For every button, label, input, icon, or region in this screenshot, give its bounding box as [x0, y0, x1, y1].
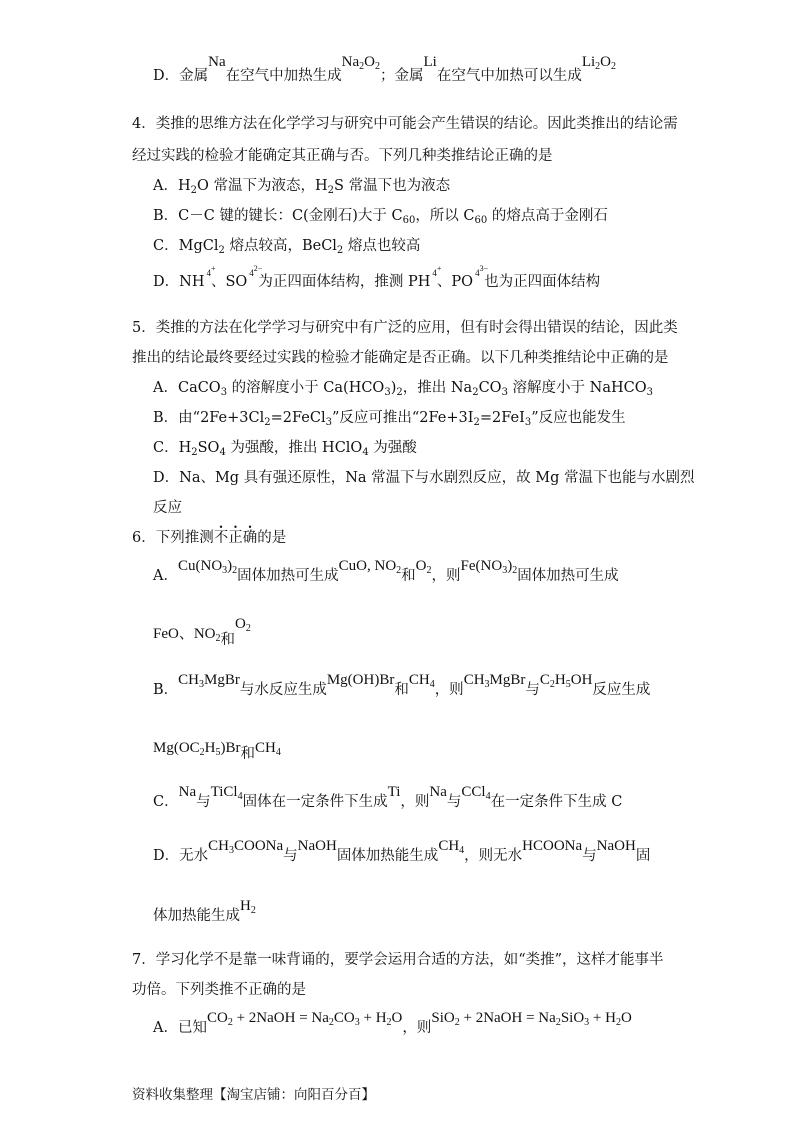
question-4-line1: 4．类推的思维方法在化学学习与研究中可能会产生错误的结论。因此类推出的结论需: [132, 116, 678, 132]
option-4B: B．C－C 键的键长：C(金刚石)大于 $C_{60}$，所以 $C_{60}$ 的熔点高于金刚石: [153, 208, 608, 226]
option-6A-line2: FeO、$NO_2$和$O_2$: [153, 616, 251, 648]
option-6D-line2: 体加热能生成$H_2$: [153, 898, 256, 924]
option-5B: B．由“$2Fe+3Cl_2=2FeCl_3$”反应可推出“$2Fe+3I_2=2FeI_3$”反应也能发生: [153, 410, 626, 428]
option-6B-line1: B．$CH_3MgBr$与水反应生成Mg(OH)Br和$CH_4$，则$CH_3MgBr$与$C_2H_5OH$反应生成: [153, 672, 651, 698]
option-4C: C．MgCl$_2$ 熔点较高，BeCl$_2$ 熔点也较高: [153, 238, 421, 256]
question-5-line1: 5．类推的方法在化学学习与研究中有广泛的应用，但有时会得出错误的结论，因此类: [132, 320, 678, 336]
option-4A: A．$H_2O$ 常温下为液态，$H_2S$ 常温下也为液态: [153, 178, 451, 196]
option-6A-line1: A．$Cu(NO_3)_2$固体加热可生成CuO, $NO_2$和$O_2$，则$Fe(NO_3)_2$固体加热可生成: [153, 558, 619, 584]
question-5-line2: 推出的结论最终要经过实践的检验才能确定是否正确。以下几种类推结论中正确的是: [132, 350, 669, 366]
question-4-line2: 经过实践的检验才能确定其正确与否。下列几种类推结论正确的是: [132, 148, 553, 164]
option-7A: A．已知$CO_2$ + 2NaOH = $Na_2CO_3 + H_2O$，则SiO$_2$ + 2NaOH = $Na_2SiO_3 + H_2O$: [153, 1010, 632, 1036]
option-5D-line2: 反应: [153, 500, 182, 516]
option-6D-line1: D．无水$CH_3COONa$与NaOH固体加热能生成$CH_4$，则无水HCOONa与NaOH固: [153, 838, 651, 864]
option-5C: C．$H_2SO_4$ 为强酸，推出 HClO$_4$ 为强酸: [153, 440, 417, 458]
option-6C: C．Na与TiCl$_4$固体在一定条件下生成Ti，则Na与CCl$_4$在一定条件下生成 C: [153, 784, 623, 810]
option-6B-line2: $Mg(OC_2H_5)Br$和$CH_4$: [153, 740, 281, 762]
option-3D: D．金属Na在空气中加热生成$Na_2O_2$；金属Li在空气中加热可以生成$Li_2O_2$: [153, 54, 617, 84]
option-4D: D．NH + $^4$、SO 2− $^4$ 为正四面体结构，推测 PH + $^4$、PO 3− $^4$ 也为正四面体结构: [153, 264, 601, 290]
question-6: 6．下列推测不正确的是: [132, 530, 287, 546]
question-7-line2: 功倍。下列类推不正确的是: [132, 982, 306, 998]
option-5D-line1: D．Na、Mg 具有强还原性，Na 常温下与水剧烈反应，故 Mg 常温下也能与水剧烈: [153, 470, 695, 486]
question-7-line1: 7．学习化学不是靠一味背诵的，要学会运用合适的方法，如“类推”，这样才能事半: [132, 952, 664, 968]
page-footer: 资料收集整理【淘宝店铺：向阳百分百】: [132, 1087, 375, 1103]
option-5A: A．CaCO$_3$ 的溶解度小于 $Ca(HCO_3)_2$，推出 $Na_2CO_3$ 溶解度小于 NaHCO$_3$: [153, 380, 653, 398]
